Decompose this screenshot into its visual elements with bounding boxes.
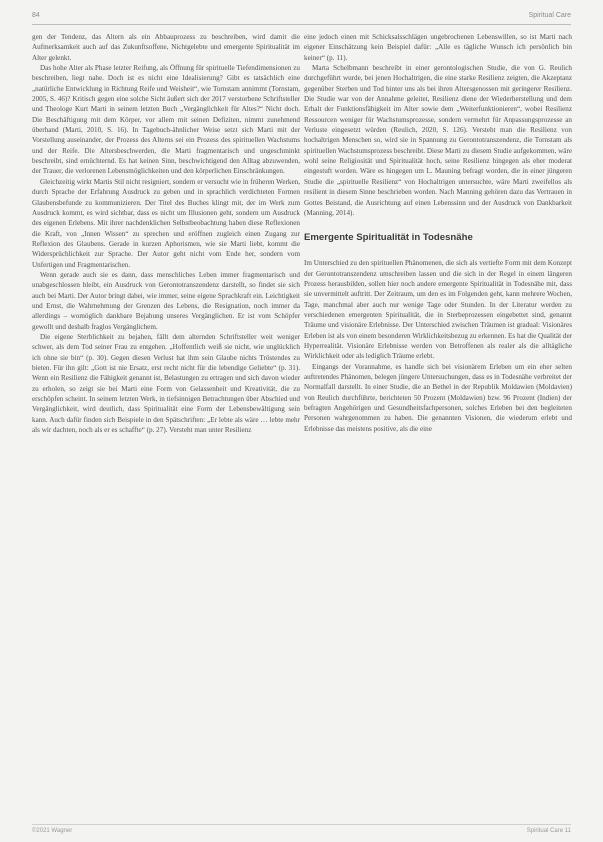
page-header	[32, 10, 571, 24]
body-paragraph: Gleichzeitig wirkt Martis Stil nicht resigniert, sondern er versucht wie in früheren Werken, durch Sprache der Erfahrung Ausdruck zu geben und in sprachlich verdichteten Formen Glaubensbefunde zu kommunizieren. Der Titel des Buches klingt mit, der im Werk zum Ausdruck kommt, es wird sichtbar, dass es nicht um Illusionen geht, sondern um Ausdruck des eigenen Erlebens. Mit ihrer nachdenklichen Selbstbeobachtung haben diese Reflexionen die Kraft, von „Innen Wissen“ zu sprechen und eröffnen zugleich einen Zugang zur Reflexion des Glaubens. Gerade in kurzen Aphorismen, wie sie Marti liebt, kommt die Widersprüchlichkeit zur Sprache. Der Autor geht nicht vom Ende her, sondern vom Unfertigen und Fragmentarischen.	[32, 177, 300, 269]
footer-right-text: Spiritual Care 11	[526, 828, 571, 834]
body-paragraph: Die eigene Sterblichkeit zu bejahen, fällt dem alternden Schriftsteller weit weniger schwer, als dem Tod seiner Frau zu entgehen. „Hoffentlich weiß sie nicht, wie unglücklich ich ohne sie bin“ (p. 30). Gegen diesen Verlust hat ihm sein Glaube nichts Tröstendes zu bieten. Für ihn gilt: „Gott ist nie Ersatz, erst recht nicht für die lebendige Geliebte“ (p. 31). Wenn ein Resilienz die Fähigkeit genannt ist, Belastungen zu ertragen und sich davon wieder zu erholen, so zeigt sie bei Marti eine Form von Gelassenheit und Kreativität, die zu erschöpfen scheint. In seinem letzten Werk, in tiefsinnigen Betrachtungen über Abschied und Vergänglichkeit, wird deutlich, dass Spiritualität eine Form der Lebensbewältigung sein kann. Auch dafür finden sich Beispiele in den Spätschriften: „Er lebte als wäre … lebte mehr als wir dachten, noch als er es schaffte“ (p. 27). Versteht man unter Resilienz	[32, 332, 300, 435]
body-paragraph: Marta Schelbmann beschreibt in einer gerontologischen Studie, die von G. Reulich durchgeführt wurde, bei jenen Hochaltrigen, die eine starke Resilienz zeigten, die Akzeptanz gegenüber Sterben und Tod hinter uns als bei ihren Altersgenossen mit geringerer Resilienz. Die Studie war von der Annahme geleitet, Resilienz diene der Wiederherstellung und dem Erhalt der Funktionsfähigkeit im Alter sowie dem „Weiterfunktionieren“, wobei Resilienz Ressourcen weniger für Wachstumsprozesse, sondern vermehrt für Anpassungsprozesse an Verluste eingesetzt würden (Reulich, 2020, S. 126). Versteht man die Resilienz von hochaltrigen Menschen so, wird sie in Spannung zu Gerontotranszendenz, die Tornstam als spirituellen Wachstumsprozess beschreibt. Diese Marti zu diesem Studie aufgekommen, wäre wohl seine Religiosität und Spiritualität hoch, seine Resilienz hingegen als eher moderat eingestuft worden. Wäre es hingegen um L. Mauning befragt worden, die in einer jüngeren Studie die „spirituelle Resilienz“ von Hochaltrigen untersuchte, wäre Marti zweifellos als resilient in diesem Sinne beschrieben worden. Nach Manning gehören dazu das Vertrauen in Gottes Beistand, die Ausrichtung auf einen Lebenssinn und der Ausdruck von Dankbarkeit (Manning, 2014).	[304, 64, 572, 217]
body-paragraph: Im Unterschied zu den spirituellen Phänomenen, die sich als vertiefte Form mit dem Konzept der Gerontotranszendenz umschreiben lassen und die sich in der Regel in einem längeren Prozess herausbilden, sollen hier noch andere emergente Spiritualität in Todesnähe mit, dass sie unvermittelt auftritt. Der Zeitraum, um den es im Folgenden geht, kann mehrere Wochen, Tage, manchmal aber auch nur wenige Tage oder Stunden. In der Literatur werden zu verschiedenen emergenten Spiritualität, die in Sterbeprozessen eingebettet sind, genannt Träume und visionäre Erlebnisse. Der Unterschied zwischen Träumen ist gradual: Visionäres Erleben ist als von einem besonderen Wirklichkeitsbezug zu erkennen. Es hat die Qualität der Hyperrealität. Visionäre Erlebnisse werden von Betroffenen als realer als die alltägliche Wirklichkeit oder als lediglich Träume erlebt.	[304, 259, 572, 361]
body-paragraph: Eingangs der Vorannahme, es handle sich bei visionärem Erleben um ein eher selten auftretendes Phänomen, belegen jüngere Untersuchungen, dass es in Todesnähe verbreitet der Normalfall darstellt. In einer Studie, die an Bethel in der Republik Moldawien (Moldavien) von Reulich durchführte, berichteten 50 Prozent (Moldawien) bzw. 96 Prozent (Indien) der befragten Angehörigen und Gesundheitsfachpersonen, solches Erleben bei den begleiteten Personen wahrgenommen zu haben. Die genannten Visionen, die wiederum erlebt und Erlebnisse das meistens positive, als die eine	[304, 362, 572, 433]
body-paragraph: Wenn gerade auch sie es dann, dass menschliches Leben immer fragmentarisch und unabgeschlossen bleibt, ein Ausdruck von Gerontotranszendenz darstellt, so findet sie sich auch bei Marti. Der Autor bringt dabei, wie immer, seine eigene Sprachkraft ein. Leichtigkeit und Ernst, die Wahrnehmung der Grenzen des Lebens, die Resignation, noch immer da allerdings – womöglich dankbare Bejahung unseres Vergänglichen. Er ist vom Schöpfer gewollt und deshalb fraglos Vergänglichem.	[32, 270, 300, 331]
header-rule	[32, 24, 571, 25]
page-number: 84	[32, 12, 40, 19]
body-paragraph: gen der Tendenz, das Altern als ein Abbauprozess zu beschreiben, wird damit die Aufmerksamkeit auch auf das Zukunftsoffene, Nichtgelebte und emergente Spiritualität im Alter gelenkt.	[32, 33, 300, 62]
body-paragraph: Das hohe Alter als Phase letzter Reifung, als Öffnung für spirituelle Tiefendimensionen zu beschreiben, liegt nahe. Doch ist es nicht eine Idealisierung? Gibt es tatsächlich eine „natürliche Entwicklung in Richtung Reife und Weisheit“, wie Tornstam annimmt (Tornstam, 2005, S. 46)? Kritisch gegen eine solche Sicht äußert sich der 2017 verstorbene Schriftsteller und Theologe Kurt Marti in seinem letzten Buch „Vergänglichkeit für Altes?“ Nicht doch. Die Beschäftigung mit dem Körper, vor allem mit seinen Defiziten, nimmt zunehmend überhand (Marti, 2010, S. 16). In Tagebuch-ähnlicher Weise setzt sich Marti mit der Vorstellung auseinander, der Prozess des Alterns sei ein Prozess des spirituellen Wachstums und der Reife. Die Altersbeschwerden, die Marti fragmentarisch und ungeschminkt beschreibt, sind ernüchternd. Es hat keinen Sinn, beschwichtigend den Alltag abzuwenden, der Trauer, die verlorenen Lebensmöglichkeiten und den körperlichen Einschränkungen.	[32, 64, 300, 176]
page-footer	[32, 826, 571, 838]
body-paragraph: eine jedoch einen mit Schicksalsschlägen ungebrochenen Lebenswillen, so ist Marti nach eigener Einschätzung kein Beispiel dafür: „Alle es tägliche Wunsch ich persönlich bin keiner“ (p. 11).	[304, 33, 572, 62]
section-heading: Emergente Spiritualität in Todesnähe	[304, 232, 473, 244]
footer-left-text: ©2021 Wagner	[32, 828, 73, 834]
running-head: Spiritual Care	[528, 12, 571, 19]
footer-rule	[32, 824, 571, 825]
left-column	[32, 32, 300, 822]
right-column	[304, 32, 572, 822]
